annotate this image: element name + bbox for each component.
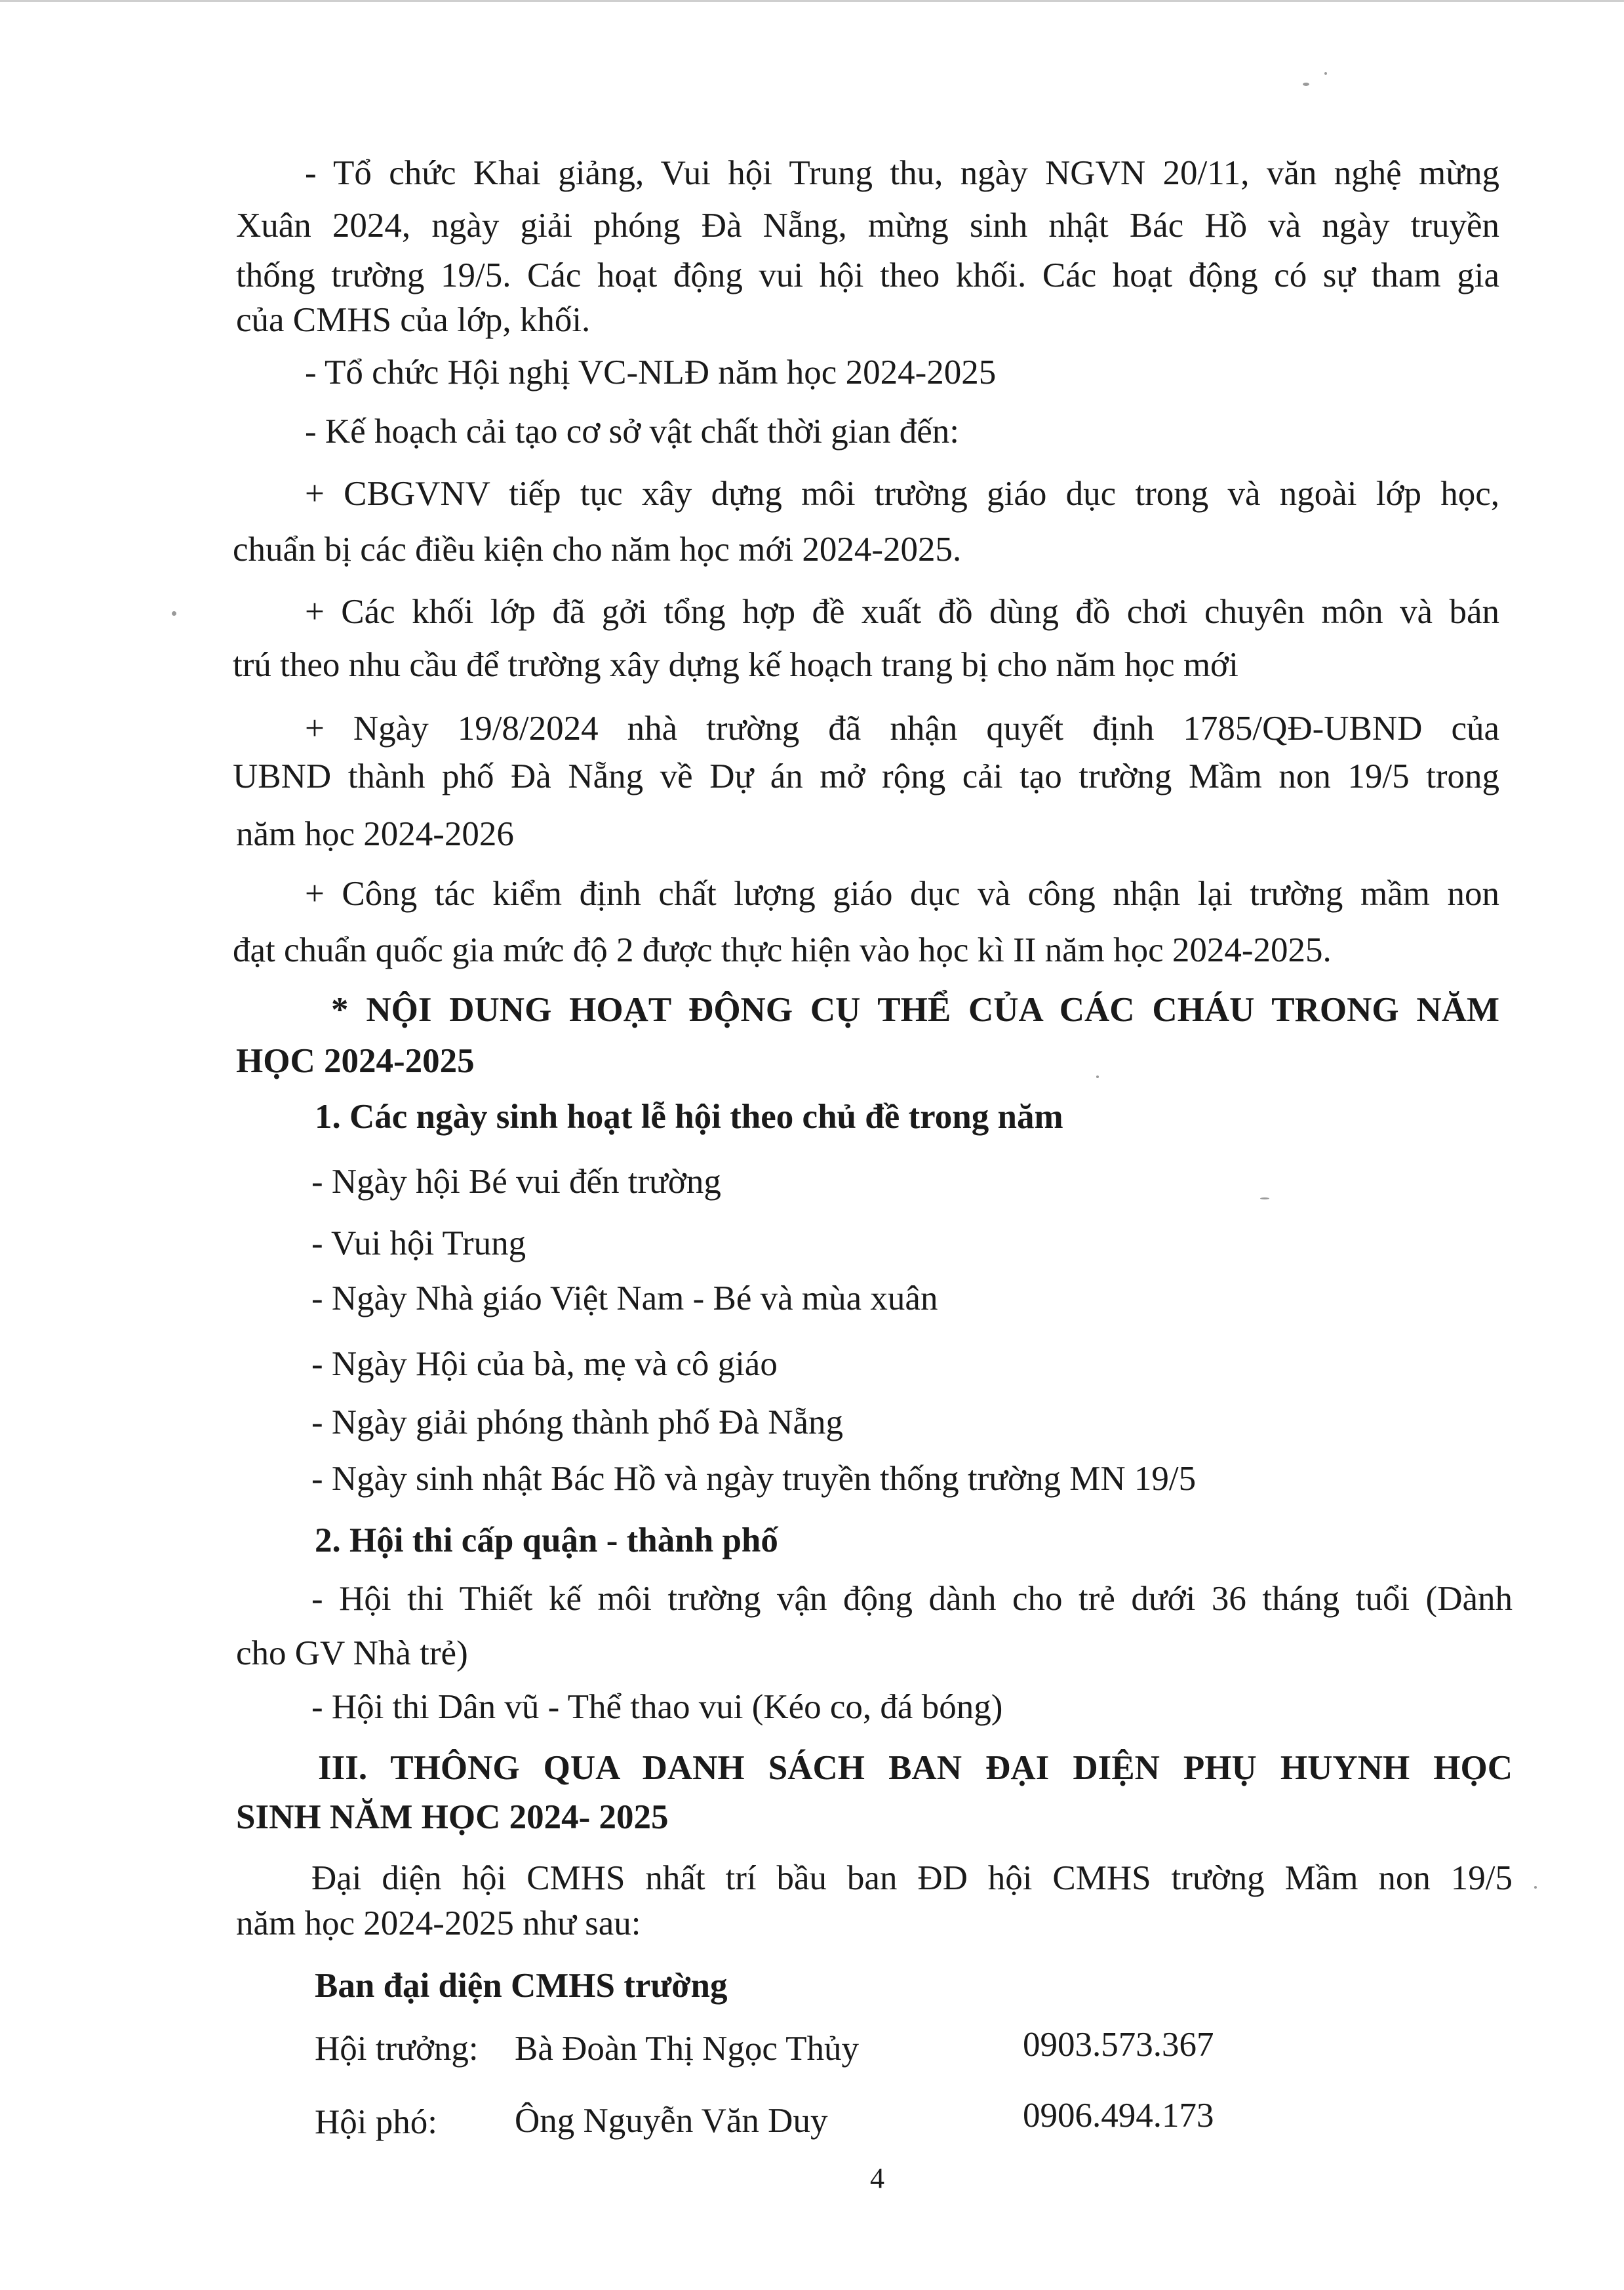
paragraph-line: thống trường 19/5. Các hoạt động vui hội theo khối. Các hoạt động có sự tham gia [236,256,1499,294]
list-item: - Hội thi Dân vũ - Thể thao vui (Kéo co, đá bóng) [311,1688,1003,1726]
paragraph-line: - Hội thi Thiết kế môi trường vận động dành cho trẻ dưới 36 tháng tuổi (Dành [311,1580,1513,1618]
scan-speck [1096,1075,1099,1078]
paragraph-line: cho GV Nhà trẻ) [236,1634,468,1672]
scan-speck [1303,83,1309,86]
section-heading: III. THÔNG QUA DANH SÁCH BAN ĐẠI DIỆN PHỤ HUYNH HỌC [318,1749,1513,1787]
paragraph-line: - Tổ chức Khai giảng, Vui hội Trung thu, ngày NGVN 20/11, văn nghệ mừng [305,154,1499,192]
member-role: Hội trưởng: [315,2030,479,2068]
scan-speck [1324,72,1327,75]
paragraph-line: của CMHS của lớp, khối. [236,301,591,339]
scan-speck [172,611,176,616]
section-heading: HỌC 2024-2025 [236,1042,475,1080]
paragraph-line: + CBGVNV tiếp tục xây dựng môi trường giáo dục trong và ngoài lớp học, [305,475,1499,513]
list-item: - Ngày hội Bé vui đến trường [311,1163,721,1201]
paragraph-line: Xuân 2024, ngày giải phóng Đà Nẵng, mừng sinh nhật Bác Hồ và ngày truyền [236,207,1499,245]
list-item: - Vui hội Trung [311,1224,526,1262]
section-heading: * NỘI DUNG HOẠT ĐỘNG CỤ THỂ CỦA CÁC CHÁU TRONG NĂM [331,991,1499,1029]
paragraph-line: đạt chuẩn quốc gia mức độ 2 được thực hiện vào học kì II năm học 2024-2025. [233,931,1332,969]
paragraph-line: chuẩn bị các điều kiện cho năm học mới 2024-2025. [233,531,962,569]
paragraph-line: - Tổ chức Hội nghị VC-NLĐ năm học 2024-2025 [305,353,997,392]
paragraph-line: năm học 2024-2025 như sau: [236,1904,641,1942]
list-item: - Ngày Hội của bà, mẹ và cô giáo [311,1345,778,1383]
paragraph-line: - Kế hoạch cải tạo cơ sở vật chất thời gian đến: [305,412,959,451]
subsection-heading: 2. Hội thi cấp quận - thành phố [315,1521,778,1559]
scan-speck [1260,1197,1269,1199]
list-item: - Ngày giải phóng thành phố Đà Nẵng [311,1403,844,1441]
paragraph-line: UBND thành phố Đà Nẵng về Dự án mở rộng cải tạo trường Mầm non 19/5 trong [233,757,1499,795]
member-role: Hội phó: [315,2103,437,2141]
member-name: Ông Nguyễn Văn Duy [515,2102,828,2140]
paragraph-line: Đại diện hội CMHS nhất trí bầu ban ĐD hội CMHS trường Mầm non 19/5 [311,1859,1513,1897]
member-phone: 0906.494.173 [1023,2097,1214,2135]
scan-speck [1534,1886,1537,1889]
list-item: - Ngày sinh nhật Bác Hồ và ngày truyền thống trường MN 19/5 [311,1460,1197,1498]
list-item: - Ngày Nhà giáo Việt Nam - Bé và mùa xuân [311,1279,938,1317]
paragraph-line: + Công tác kiểm định chất lượng giáo dục và công nhận lại trường mầm non [305,875,1499,913]
paragraph-line: năm học 2024-2026 [236,815,514,853]
subsection-heading: 1. Các ngày sinh hoạt lễ hội theo chủ đề trong năm [315,1098,1063,1136]
paragraph-line: trú theo nhu cầu để trường xây dựng kế hoạch trang bị cho năm học mới [233,646,1238,684]
member-name: Bà Đoàn Thị Ngọc Thủy [515,2030,860,2068]
section-heading: SINH NĂM HỌC 2024- 2025 [236,1798,669,1836]
page-number: 4 [870,2162,884,2194]
paragraph-line: + Ngày 19/8/2024 nhà trường đã nhận quyết định 1785/QĐ-UBND của [305,710,1499,748]
committee-heading: Ban đại diện CMHS trường [315,1967,728,2005]
paragraph-line: + Các khối lớp đã gởi tổng hợp đề xuất đồ dùng đồ chơi chuyên môn và bán [305,593,1499,631]
member-phone: 0903.573.367 [1023,2026,1214,2064]
